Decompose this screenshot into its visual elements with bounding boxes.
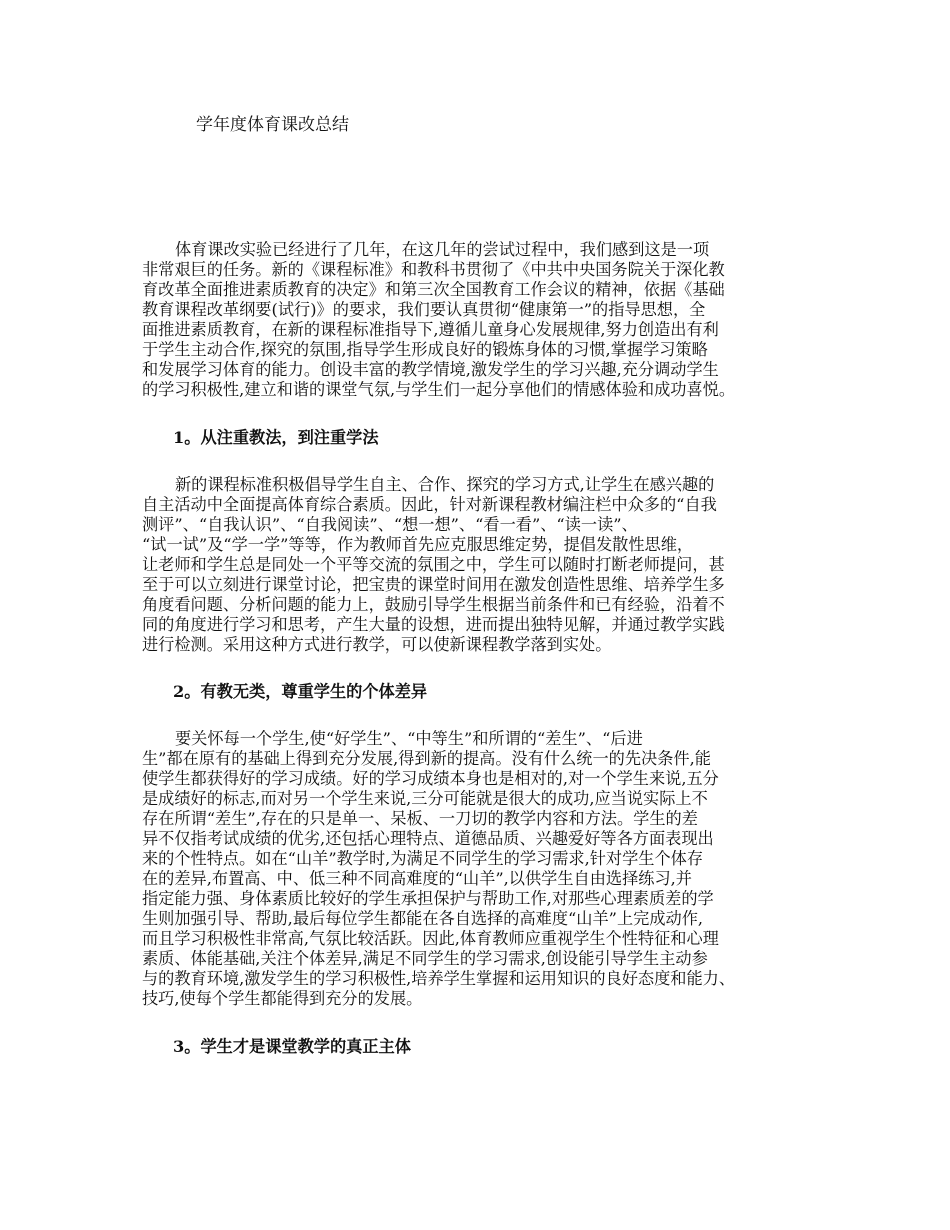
text-line: 至于可以立刻进行课堂讨论，把宝贵的课堂时间用在激发创造性思维、培养学生多 (142, 575, 725, 594)
text-line: 素质、体能基础,关注个体差异,满足不同学生的学习需求,创设能引导学生主动参 (142, 949, 708, 968)
intro-paragraph (142, 240, 822, 400)
text-line: 而且学习积极性非常高,气氛比较活跃。因此,体育教师应重视学生个性特征和心理 (142, 929, 719, 948)
section-paragraph (142, 475, 822, 655)
text-line: 于学生主动合作,探究的氛围,指导学生形成良好的锻炼身体的习惯,掌握学习策略 (142, 340, 708, 359)
text-line: 育改革全面推进素质教育的决定》和第三次全国教育工作会议的精神，依据《基础 (142, 280, 725, 299)
text-line: 同的角度进行学习和思考，产生大量的设想，进而提出独特见解，并通过教学实践 (142, 615, 725, 634)
text-line: “试一试”及“学一学”等等，作为教师首先应克服思维定势，提倡发散性思维， (142, 535, 694, 554)
text-line: 和发展学习体育的能力。创设丰富的教学情境,激发学生的学习兴趣,充分调动学生 (142, 360, 719, 379)
text-line: 体育课改实验已经进行了几年，在这几年的尝试过程中，我们感到这是一项 (175, 240, 710, 259)
text-line: 测评”、“自我认识”、“自我阅读”、“想一想”、“看一看”、“读一读”、 (142, 515, 638, 534)
text-line: 使学生都获得好的学习成绩。好的学习成绩本身也是相对的,对一个学生来说,五分 (142, 769, 719, 788)
text-line: 异不仅指考试成绩的优劣,还包括心理特点、道德品质、兴趣爱好等各方面表现出 (142, 829, 714, 848)
document-body (142, 240, 822, 1057)
document-title: 学年度体育课改总结 (196, 115, 349, 135)
section-heading: 1。从注重教法，到注重学法 (173, 428, 379, 447)
section-heading: 3。学生才是课堂教学的真正主体 (173, 1037, 411, 1056)
section-heading: 2。有教无类，尊重学生的个体差异 (173, 682, 428, 701)
text-line: 来的个性特点。如在“山羊”教学时,为满足不同学生的学习需求,针对学生个体存 (142, 849, 704, 868)
text-line: 面推进素质教育，在新的课程标准指导下,遵循儿童身心发展规律,努力创造出有利 (142, 320, 719, 339)
text-line: 的学习积极性,建立和谐的课堂气氛,与学生们一起分享他们的情感体验和成功喜悦。 (142, 380, 736, 399)
text-line: 生则加强引导、帮助,最后每位学生都能在各自选择的高难度“山羊”上完成动作, (142, 909, 704, 928)
text-line: 指定能力强、身体素质比较好的学生承担保护与帮助工作,对那些心理素质差的学 (142, 889, 714, 908)
text-line: 是成绩好的标志,而对另一个学生来说,三分可能就是很大的成功,应当说实际上不 (142, 789, 708, 808)
text-line: 技巧,使每个学生都能得到充分的发展。 (142, 989, 423, 1008)
text-line: 自主活动中全面提高体育综合素质。因此，针对新课程教材编注栏中众多的“自我 (142, 495, 717, 514)
section-paragraph (142, 729, 822, 1009)
text-line: 非常艰巨的任务。新的《课程标准》和教科书贯彻了《中共中央国务院关于深化教 (142, 260, 725, 279)
text-line: 让老师和学生总是同处一个平等交流的氛围之中，学生可以随时打断老师提问，甚 (142, 555, 725, 574)
text-line: 生”都在原有的基础上得到充分发展,得到新的提高。没有什么统一的先决条件,能 (142, 749, 711, 768)
text-line: 角度看问题、分析问题的能力上，鼓励引导学生根据当前条件和已有经验，沿着不 (142, 595, 725, 614)
text-line: 教育课程改革纲要(试行)》的要求，我们要认真贯彻“健康第一”的指导思想，全 (142, 300, 706, 319)
text-line: 与的教育环境,激发学生的学习积极性,培养学生掌握和运用知识的良好态度和能力、 (142, 969, 736, 988)
text-line: 新的课程标准积极倡导学生自主、合作、探究的学习方式,让学生在感兴趣的 (175, 475, 715, 494)
text-line: 要关怀每一个学生,使“好学生”、“中等生”和所谓的“差生”、“后进 (175, 729, 643, 748)
text-line: 进行检测。采用这种方式进行教学，可以使新课程教学落到实处。 (142, 635, 612, 654)
text-line: 在的差异,布置高、中、低三种不同高难度的“山羊”,以供学生自由选择练习,并 (142, 869, 692, 888)
text-line: 存在所谓“差生”,存在的只是单一、呆板、一刀切的教学内容和方法。学生的差 (142, 809, 698, 828)
